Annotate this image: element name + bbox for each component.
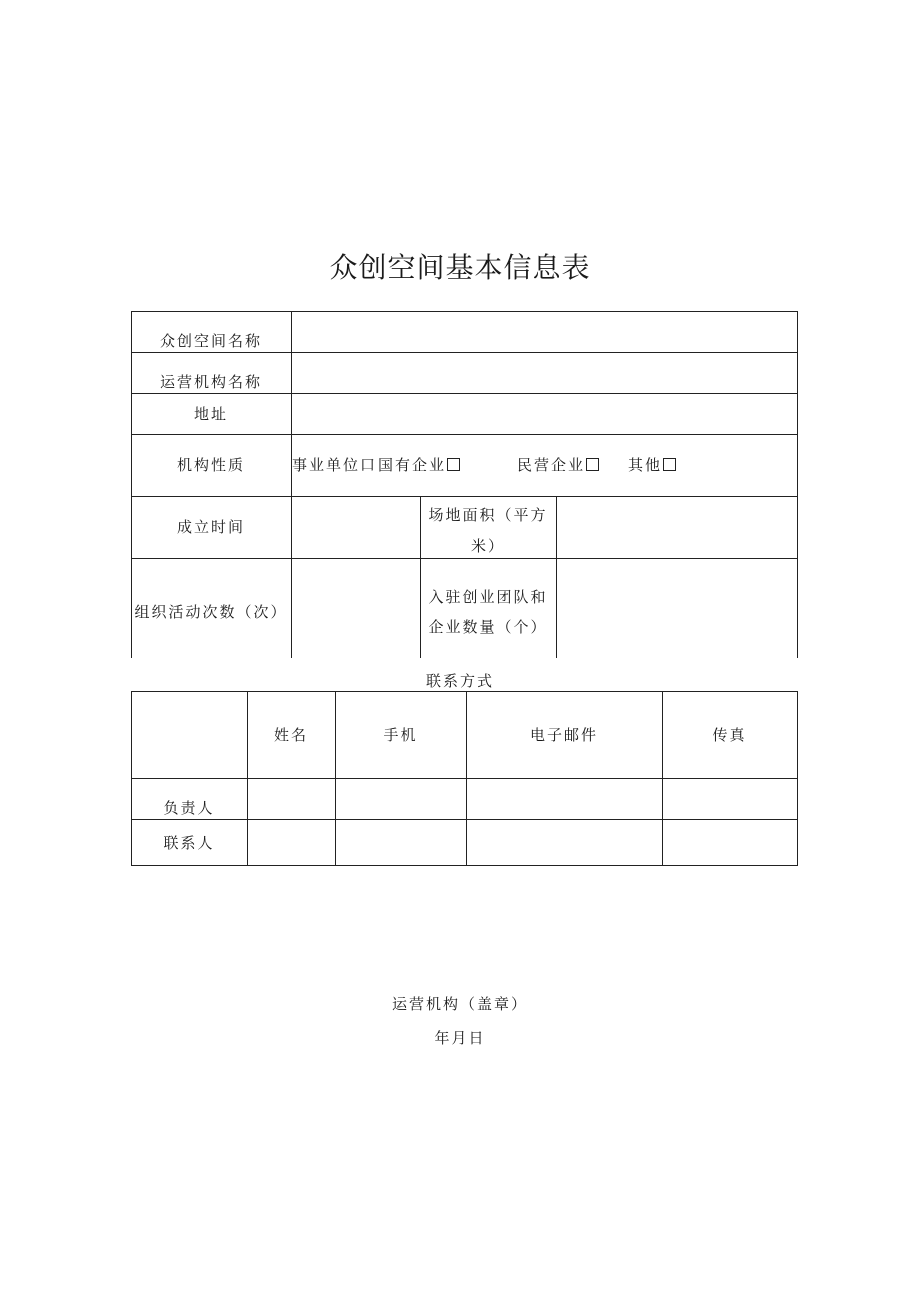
contact-name-field[interactable] [247, 820, 335, 865]
contact-email-field[interactable] [466, 820, 662, 865]
operator-name-label: 运营机构名称 [159, 373, 262, 391]
header-fax: 传真 [712, 726, 747, 744]
page-title: 众创空间基本信息表 [329, 251, 591, 284]
contact-fax-field[interactable] [662, 820, 797, 865]
leader-name-field[interactable] [247, 779, 335, 819]
nature-label: 机构性质 [176, 456, 245, 474]
space-name-field[interactable] [291, 312, 797, 352]
header-corner [131, 692, 247, 778]
area-label-line2: 米） [470, 537, 505, 555]
leader-email-field[interactable] [466, 779, 662, 819]
header-name: 姓名 [273, 726, 308, 744]
date-line: 年月日 [434, 1029, 486, 1047]
activities-field[interactable] [291, 559, 420, 658]
founded-field[interactable] [291, 497, 420, 558]
header-email: 电子邮件 [529, 726, 598, 744]
address-field[interactable] [291, 394, 797, 434]
leader-fax-field[interactable] [662, 779, 797, 819]
teams-label-line2: 企业数量（个） [428, 618, 548, 636]
teams-label-line1: 入驻创业团队和 [428, 588, 548, 606]
area-field[interactable] [556, 497, 797, 558]
space-name-label: 众创空间名称 [159, 332, 262, 350]
header-mobile: 手机 [383, 726, 418, 744]
operator-name-field[interactable] [291, 353, 797, 393]
contact-caption: 联系方式 [425, 672, 494, 690]
checkbox-icon[interactable] [663, 458, 676, 471]
nature-options [292, 450, 792, 480]
checkbox-icon[interactable] [447, 458, 460, 471]
teams-field[interactable] [556, 559, 797, 658]
row-label-leader: 负责人 [163, 799, 215, 817]
seal-line: 运营机构（盖章） [391, 995, 528, 1013]
contact-mobile-field[interactable] [335, 820, 466, 865]
leader-mobile-field[interactable] [335, 779, 466, 819]
area-label-line1: 场地面积（平方 [428, 506, 548, 524]
activities-label: 组织活动次数（次） [134, 603, 288, 621]
nature-option-other[interactable]: 其他 [628, 450, 676, 480]
nature-option-private[interactable]: 民营企业 [517, 450, 599, 480]
row-label-contact: 联系人 [163, 834, 215, 852]
founded-label: 成立时间 [176, 518, 245, 536]
checkbox-icon[interactable] [586, 458, 599, 471]
address-label: 地址 [193, 405, 228, 423]
nature-option-public-institution[interactable]: 事业单位口 [292, 456, 378, 474]
nature-option-state-owned[interactable]: 国有企业 [378, 450, 460, 480]
